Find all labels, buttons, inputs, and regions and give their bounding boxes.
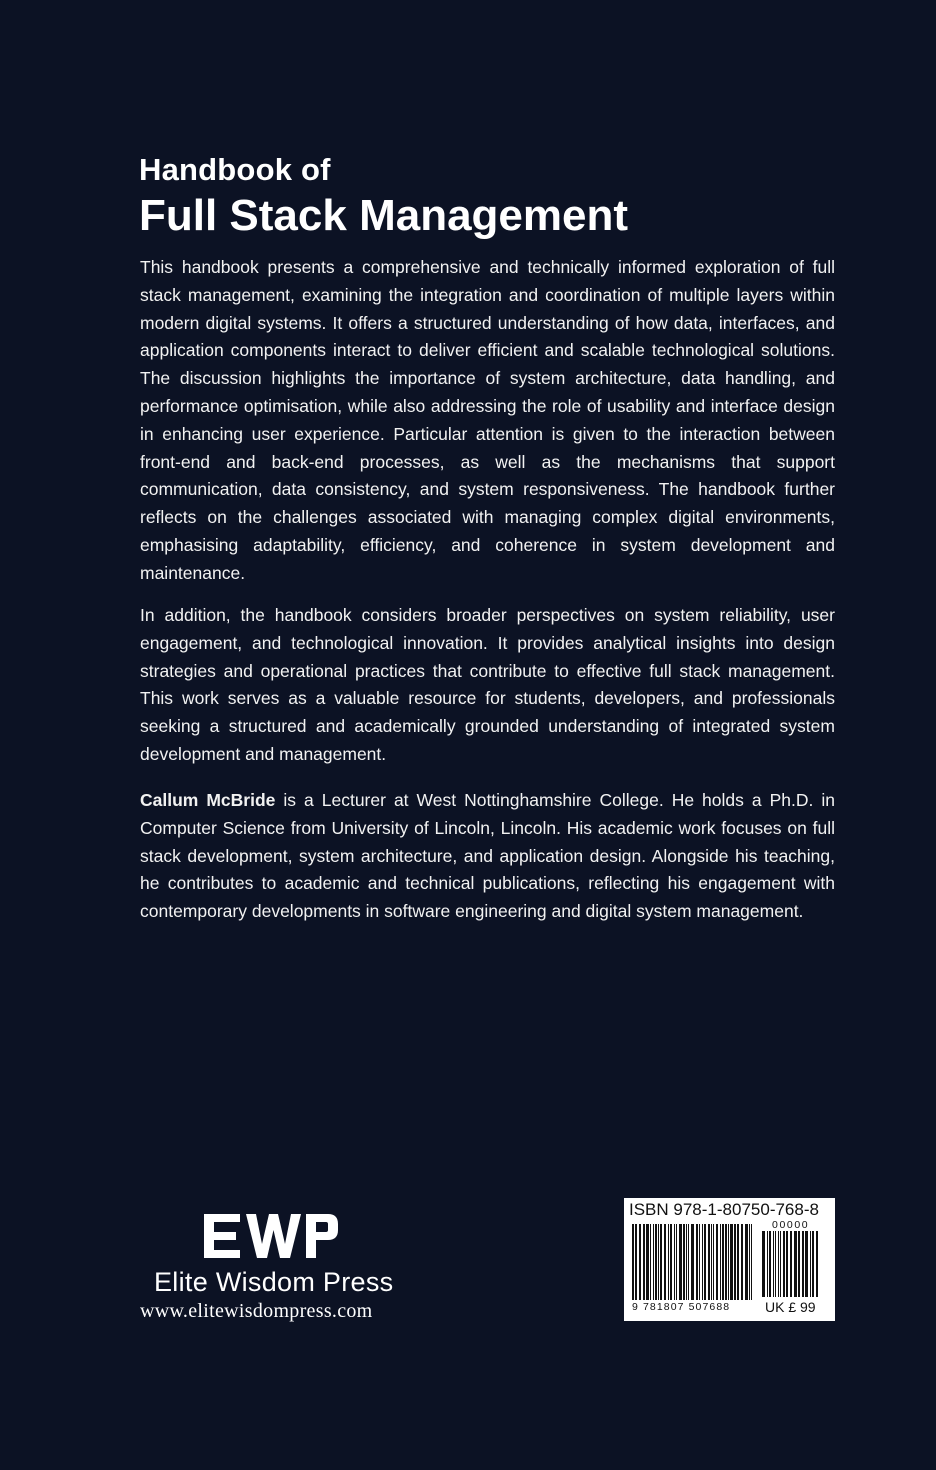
barcode-bar [696, 1224, 698, 1300]
publisher-logo [140, 1212, 410, 1332]
barcode-bar [767, 1231, 768, 1297]
barcode-bar [702, 1224, 703, 1300]
barcode-bar [635, 1224, 637, 1300]
barcode-bar [713, 1224, 714, 1300]
barcode-bar [725, 1224, 727, 1300]
barcode-bar [691, 1224, 694, 1300]
barcode-bar [708, 1224, 710, 1300]
isbn-number: ISBN 978-1-80750-768-8 [629, 1200, 819, 1219]
barcode-bar [683, 1224, 685, 1300]
barcode-bar [783, 1231, 785, 1297]
barcode-bar [674, 1224, 675, 1300]
title-line-2: Full Stack Management [139, 191, 629, 240]
barcode-bar [794, 1231, 797, 1297]
barcode-bar [728, 1224, 729, 1300]
barcode-bar [810, 1231, 811, 1297]
barcode-bar [778, 1231, 779, 1297]
publisher-url: www.elitewisdompress.com [140, 1300, 373, 1322]
title-line-1: Handbook of [139, 152, 331, 187]
barcode-bar [711, 1224, 712, 1300]
barcode-bar [773, 1231, 774, 1297]
isbn-barcode [624, 1198, 835, 1321]
author-bio [140, 787, 835, 926]
barcode-bar [660, 1224, 662, 1300]
author-bio-text: is a Lecturer at West Nottinghamshire College. He holds a Ph.D. in Computer Science from University of Lincoln, Lincoln. His academic work focuses on full stack development, system architecture, and application design. Alongside his teaching, he contributes to academic and technical publications, reflecting his engagement with contemporary developments in software engineering and digital system management. [140, 790, 836, 922]
ewp-logo-mark [202, 1212, 340, 1260]
barcode-bar [798, 1231, 800, 1297]
barcode-bar [786, 1231, 788, 1297]
barcode-digits: 9 781807 507688 [632, 1301, 731, 1313]
barcode-bar [751, 1224, 752, 1300]
barcode-bar [816, 1231, 818, 1297]
barcode-bar [749, 1224, 750, 1300]
barcode-bar [812, 1231, 814, 1297]
barcode-bar [699, 1224, 700, 1300]
barcode-bar [664, 1224, 666, 1300]
barcode-bar [745, 1224, 748, 1300]
barcode-bar [653, 1224, 654, 1300]
barcode-bar [769, 1231, 771, 1297]
barcode-bar [802, 1231, 804, 1297]
publisher-name: Elite Wisdom Press [154, 1267, 394, 1297]
description-paragraph-2: In addition, the handbook considers broader perspectives on system reliability, user engagement, and technological innovation. It provides analytical insights into design strategies and operational practices that contribute to effective full stack management. This work serves as a valuable resource for students, developers, and professionals seeking a structured and academically grounded understanding of integrated system development and management. [140, 605, 835, 764]
barcode-bar [775, 1231, 776, 1297]
barcode-bar [632, 1224, 634, 1300]
barcode-bar [704, 1224, 706, 1300]
barcode-bar [734, 1224, 736, 1300]
barcode-bar [670, 1224, 672, 1300]
barcode-bar [780, 1231, 781, 1297]
barcode-bar [646, 1224, 649, 1300]
barcode-bar [658, 1224, 659, 1300]
barcode-bar [716, 1224, 718, 1300]
barcode-bar [679, 1224, 682, 1300]
author-name: Callum McBride [140, 790, 276, 810]
barcode-bar [639, 1224, 641, 1300]
barcode-main-bars [632, 1224, 754, 1300]
barcode-bar [650, 1224, 651, 1300]
barcode-bar [643, 1224, 645, 1300]
barcode-bar [686, 1224, 687, 1300]
barcode-addon-bars [762, 1231, 820, 1297]
barcode-bar [676, 1224, 677, 1300]
price-label: UK £ 99 [765, 1299, 816, 1315]
barcode-bar [655, 1224, 657, 1300]
barcode-bar [722, 1224, 724, 1300]
barcode-bar [741, 1224, 743, 1300]
barcode-addon-digits: 00000 [772, 1219, 810, 1231]
barcode-bar [730, 1224, 733, 1300]
barcode-bar [805, 1231, 808, 1297]
barcode-bar [668, 1224, 669, 1300]
barcode-bar [737, 1224, 739, 1300]
barcode-bar [762, 1231, 765, 1297]
barcode-bar [790, 1231, 792, 1297]
description-paragraph-1: This handbook presents a comprehensive and technically informed exploration of full stack management, examining the integration and coordination of multiple layers within modern digital systems. It offers a structured understanding of how data, interfaces, and application components interact to deliver efficient and scalable technological solutions. The discussion highlights the importance of system architecture, data handling, and performance optimisation, while also addressing the role of usability and interface design in enhancing user experience. Particular attention is given to the interaction between front-end and back-end processes, as well as the mechanisms that support communication, data consistency, and system responsiveness. The handbook further reflects on the challenges associated with managing complex digital environments, emphasising adaptability, efficiency, and coherence in system development and maintenance. [140, 257, 835, 583]
barcode-bar [688, 1224, 689, 1300]
barcode-bar [720, 1224, 721, 1300]
